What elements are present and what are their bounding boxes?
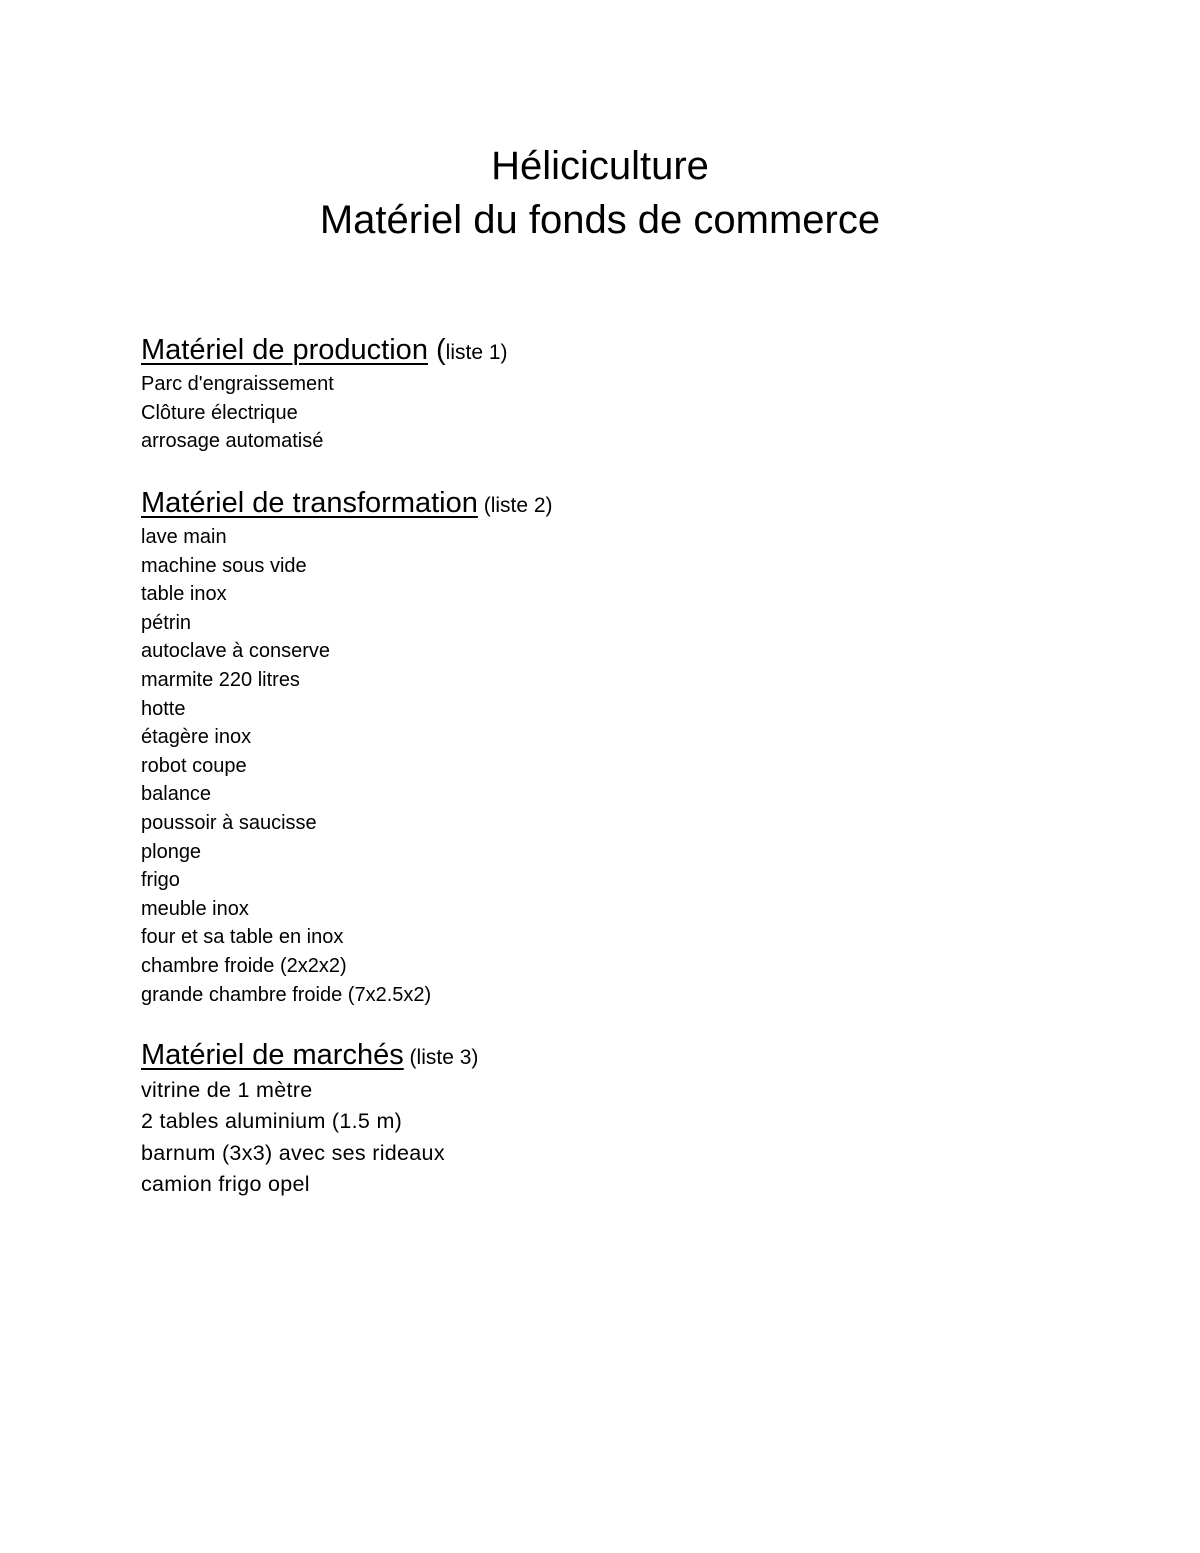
section-heading-note: (liste 2)	[477, 494, 553, 517]
section-heading-note: (liste 3)	[403, 1046, 479, 1069]
section-heading-title: Matériel de production	[141, 334, 428, 366]
section-heading-title: Matériel de transformation	[141, 487, 478, 519]
section-heading	[141, 1038, 1041, 1075]
section-market-equipment	[141, 1038, 1041, 1200]
section-heading-paren: (	[427, 334, 446, 366]
list-item: autoclave à conserve	[141, 640, 331, 663]
list-item: lave main	[141, 526, 227, 548]
list-item: 2 tables aluminium (1.5 m)	[141, 1109, 403, 1134]
list-item: Parc d'engraissement	[141, 373, 334, 395]
list-item: table inox	[141, 583, 227, 606]
section-heading-title: Matériel de marchés	[141, 1039, 404, 1071]
equipment-list	[141, 523, 1041, 1009]
section-heading-note: liste 1)	[445, 341, 508, 364]
list-item: étagère inox	[141, 726, 252, 749]
list-item: camion frigo opel	[141, 1171, 310, 1196]
list-item: marmite 220 litres	[141, 668, 300, 691]
section-heading	[141, 333, 1041, 370]
list-item: grande chambre froide (7x2.5x2)	[141, 983, 432, 1006]
document-title: Héliciculture	[491, 144, 709, 188]
list-item: chambre froide (2x2x2)	[141, 954, 347, 977]
list-item: poussoir à saucisse	[141, 811, 317, 834]
list-item: Clôture électrique	[141, 401, 298, 424]
list-item: machine sous vide	[141, 554, 307, 577]
list-item: four et sa table en inox	[141, 926, 344, 949]
equipment-list	[141, 370, 1041, 456]
list-item: balance	[141, 783, 212, 806]
list-item: meuble inox	[141, 897, 249, 920]
list-item: frigo	[141, 869, 180, 892]
list-item: arrosage automatisé	[141, 430, 324, 453]
section-production-equipment	[141, 333, 1041, 456]
section-transformation-equipment	[141, 486, 1041, 1009]
list-item: robot coupe	[141, 754, 247, 777]
list-item: barnum (3x3) avec ses rideaux	[141, 1140, 445, 1165]
list-item: pétrin	[141, 611, 192, 634]
list-item: vitrine de 1 mètre	[141, 1078, 313, 1102]
equipment-list	[141, 1075, 1041, 1200]
list-item: plonge	[141, 840, 202, 863]
document-subtitle: Matériel du fonds de commerce	[319, 198, 881, 242]
list-item: hotte	[141, 697, 186, 720]
section-heading	[141, 486, 1041, 523]
